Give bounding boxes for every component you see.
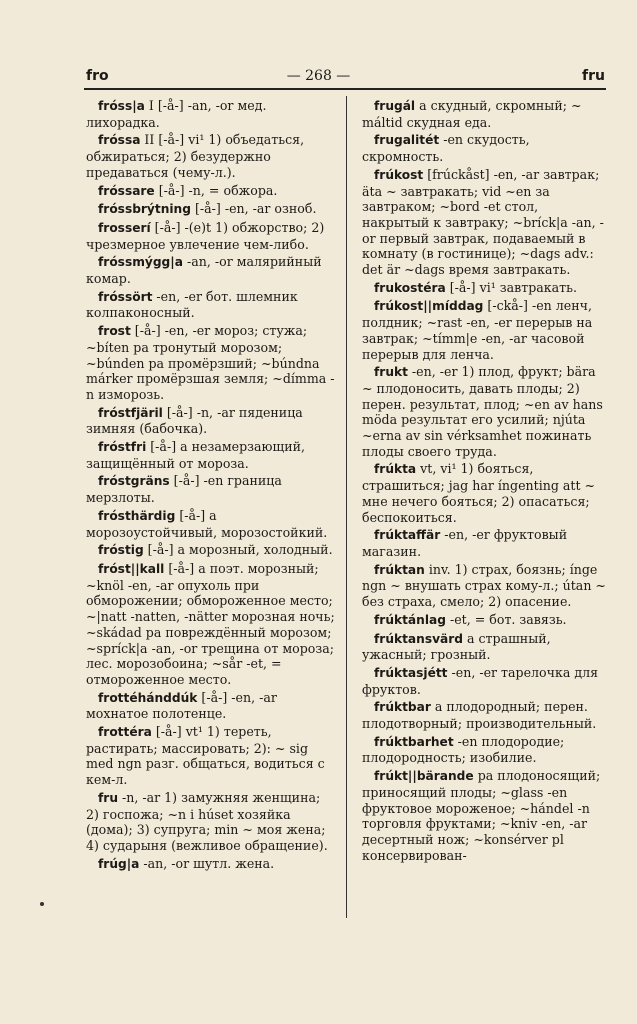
entry-headword: frugalitét xyxy=(374,133,440,148)
entry-definition: -en скудость, скромность. xyxy=(362,132,530,165)
entry-headword: fru xyxy=(98,790,118,805)
entry-definition: a скудный, скромный; ~ máltid скудная еда. xyxy=(362,98,582,130)
dictionary-entry xyxy=(86,323,336,403)
entry-headword: frúktan xyxy=(374,562,425,577)
dictionary-entry xyxy=(86,724,336,788)
entry-headword: fróssmýgg|a xyxy=(98,255,183,270)
entry-definition: II [-å-] vi¹ 1) объедаться, обжираться; 2) безудержно предаваться (чему-л.). xyxy=(86,132,305,180)
entry-headword: frukt xyxy=(374,365,408,380)
dictionary-entry xyxy=(362,298,608,362)
dictionary-entry xyxy=(86,405,336,437)
entry-definition: [-ckå-] -en ленч, полдник; ~rast -en, -er перерыв на завтрак; ~tímm|e -en, -ar часовой перерыв для ленча. xyxy=(362,298,593,362)
dictionary-entry xyxy=(362,562,608,610)
entry-definition: -en, -er 1) плод, фрукт; bära ~ плодоносить, давать плоды; 2) перен. результат, плод; ~en av hans möda результат его усилий; njúta ~erna av sin vérksamhet пожинать плоды своего труда. xyxy=(362,364,603,459)
header-right-guide-word: fru xyxy=(582,68,605,84)
entry-definition: -et, = бот. завязь. xyxy=(445,611,567,627)
entry-headword: fróstgräns xyxy=(98,474,170,489)
dictionary-entry xyxy=(362,98,608,130)
entry-definition: [-å-] -en, -ar озноб. xyxy=(190,201,317,217)
page-header xyxy=(0,0,637,90)
entry-headword: fróssa xyxy=(98,133,141,148)
entry-definition: -en плодородие; плодородность; изобилие. xyxy=(362,733,565,766)
dictionary-entry xyxy=(86,439,336,471)
entry-definition: a страшный, ужасный; грозный. xyxy=(362,630,551,663)
dictionary-entry xyxy=(362,364,608,459)
page-mark xyxy=(40,902,44,906)
dictionary-entry xyxy=(362,527,608,559)
dictionary-entry xyxy=(362,461,608,525)
entry-definition: pa плодоносящий; приносящий плоды; ~glass -en фруктовое мороженое; ~hándel -n торговля фруктами; ~kniv -en, -ar десертный нож; ~konsérver pl консервирован- xyxy=(362,768,601,863)
entry-definition: [-å-] vi¹ завтракать. xyxy=(445,279,577,295)
entry-headword: fróstfjäril xyxy=(98,405,163,420)
entry-definition: [-å-] -en, -ar мохнатое полотенце. xyxy=(86,689,277,722)
page-number: — 268 — xyxy=(286,68,351,84)
entry-headword: frúktánlag xyxy=(374,612,446,627)
entry-definition: -an, -or шутл. жена. xyxy=(139,855,275,871)
entry-definition: [-å-] vt¹ 1) тереть, растирать; массировать; 2): ~ sig med ngn разг. общаться, водиться с кем-л. xyxy=(86,724,325,788)
entry-headword: frukostéra xyxy=(374,280,446,295)
dictionary-entry xyxy=(86,98,336,130)
dictionary-entry xyxy=(86,690,336,722)
dictionary-entry xyxy=(86,201,336,218)
entry-definition: [-å-] -en, -er мороз; стужа; ~bíten pa тронутый морозом; ~búnden pa промёрзший; ~búndna márker промёрзшая земля; ~dímma -n изморозь. xyxy=(86,323,335,402)
left-column xyxy=(86,98,336,874)
entry-headword: frúkt||bärande xyxy=(374,769,474,784)
dictionary-entry xyxy=(362,280,608,297)
entry-definition: inv. 1) страх, боязнь; ínge ngn ~ внушать страх кому-л.; útan ~ без страха, смело; 2) опасение. xyxy=(362,561,606,610)
entry-headword: frúkost xyxy=(374,167,424,182)
entry-definition: [-å-] -n, -ar пяденица зимняя (бабочка). xyxy=(86,404,303,437)
entry-headword: frúkta xyxy=(374,462,417,477)
header-rule xyxy=(84,88,606,90)
entry-headword: frúkost||míddag xyxy=(374,299,484,314)
entry-definition: [-å-] a незамерзающий, защищённый от мороза. xyxy=(86,439,306,471)
dictionary-entry xyxy=(86,220,336,252)
dictionary-entry xyxy=(86,289,336,321)
column-divider xyxy=(346,96,347,918)
entry-headword: frugál xyxy=(374,99,416,113)
dictionary-entry xyxy=(86,542,336,559)
entry-definition: [frúckåst] -en, -ar завтрак; äta ~ завтракать; vid ~en за завтраком; ~bord -et стол, накрытый к завтраку; ~bríck|a -an, -or первый завтрак, подаваемый в комнату (в гостинице); ~dags adv.: det är ~dags время завтракать. xyxy=(362,166,604,278)
entry-definition: [-å-] -en граница мерзлоты. xyxy=(86,473,282,506)
dictionary-entry xyxy=(86,183,336,200)
dictionary-entry xyxy=(362,734,608,766)
dictionary-entry xyxy=(362,631,608,663)
dictionary-entry xyxy=(86,561,336,688)
entry-definition: vt, vi¹ 1) бояться, страшиться; jag har íngenting att ~ мне нечего бояться; 2) опасаться; беспокоиться. xyxy=(362,461,596,525)
entry-headword: frúktbar xyxy=(374,700,431,715)
dictionary-entry xyxy=(86,508,336,540)
entry-headword: frost xyxy=(98,324,131,339)
entry-definition: I [-å-] -an, -or мед. лихорадка. xyxy=(86,98,267,130)
entry-headword: fróstfri xyxy=(98,440,147,455)
entry-headword: fróss|a xyxy=(98,99,145,113)
entry-definition: -en, -er бот. шлемник колпаконосный. xyxy=(86,288,298,321)
entry-headword: fróstig xyxy=(98,543,144,558)
entry-headword: frosserí xyxy=(98,220,151,235)
entry-headword: frottéra xyxy=(98,725,152,740)
entry-definition: [-å-] -(e)t 1) обжорство; 2) чрезмерное увлечение чем-либо. xyxy=(86,219,325,252)
dictionary-entry xyxy=(86,254,336,286)
entry-headword: fróssört xyxy=(98,289,153,304)
entry-headword: frottéhánddúk xyxy=(98,690,198,705)
entry-headword: fróssbrýtning xyxy=(98,202,191,217)
entry-headword: frúktansvärd xyxy=(374,631,463,646)
entry-definition: [-å-] a поэт. морозный; ~knöl -en, -ar опухоль при обморожении; обмороженное место; ~|natt -natten, -nätter морозная ночь; ~skádad pa повреждённый морозом; ~spríck|a -an, -or трещина от мороза; лес. морозобоина; ~sår -et, = отмороженное место. xyxy=(86,560,335,687)
right-column xyxy=(362,98,608,865)
dictionary-entry xyxy=(362,768,608,863)
entry-definition: -n, -ar 1) замужняя женщина; 2) госпожа; ~n i húset хозяйка (дома); 3) супруга; min ~ моя жена; 4) сударыня (вежливое обращение). xyxy=(86,789,328,853)
entry-definition: [-å-] a морозоустойчивый, морозостойкий. xyxy=(86,507,328,540)
entry-definition: a плодородный; перен. плодотворный; производительный. xyxy=(362,699,597,732)
entry-headword: frúg|a xyxy=(98,856,140,871)
dictionary-entry xyxy=(86,790,336,854)
dictionary-entry xyxy=(362,699,608,731)
dictionary-entry xyxy=(86,856,336,873)
dictionary-entry xyxy=(362,132,608,164)
entry-headword: frúktaffär xyxy=(374,528,441,543)
entry-definition: [-å-] -n, = обжора. xyxy=(154,182,278,198)
entry-definition: -en, -er фруктовый магазин. xyxy=(362,527,568,559)
entry-definition: -an, -or малярийный комар. xyxy=(86,254,322,287)
entry-headword: frúktbarhet xyxy=(374,734,454,749)
dictionary-entry xyxy=(86,132,336,180)
dictionary-entry xyxy=(362,665,608,697)
dictionary-entry xyxy=(362,612,608,629)
entry-definition: -en, -er тарелочка для фруктов. xyxy=(362,664,599,697)
entry-headword: frósthärdig xyxy=(98,508,176,523)
dictionary-entry xyxy=(362,167,608,278)
header-left-guide-word: fro xyxy=(86,68,109,84)
entry-headword: fróssare xyxy=(98,183,155,198)
entry-headword: frúktasjétt xyxy=(374,665,448,680)
dictionary-entry xyxy=(86,473,336,505)
entry-headword: fróst||kall xyxy=(98,561,165,576)
entry-definition: [-å-] a морозный, холодный. xyxy=(143,542,333,558)
